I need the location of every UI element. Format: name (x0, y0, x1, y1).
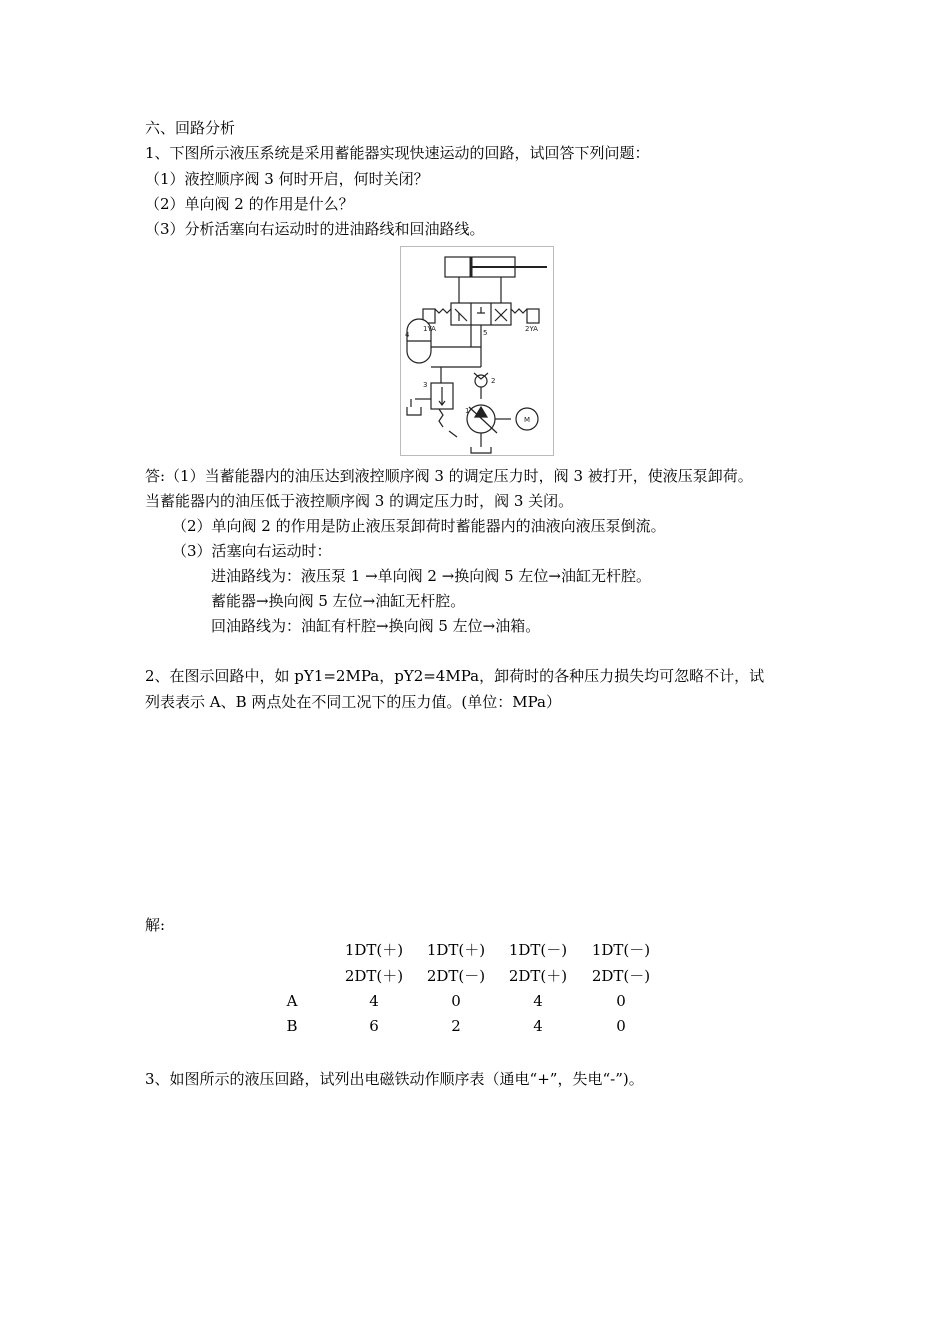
label-2: 2 (491, 377, 496, 385)
motor-label: M (524, 416, 531, 424)
question-3-stem: 3、如图所示的液压回路，试列出电磁铁动作顺序表（通电“+”，失电“-”)。 (145, 1070, 644, 1088)
hydraulic-circuit-diagram (401, 247, 553, 455)
check-valve-2 (475, 375, 487, 387)
answer-3: （3）活塞向右运动时： (172, 542, 332, 560)
hydraulic-circuit-figure (400, 246, 554, 456)
answer-3-inlet-route: 进油路线为：液压泵 1 →单向阀 2 →换向阀 5 左位→油缸无杆腔。 (211, 567, 651, 585)
table-header-1-col-3: 1DT(－) (508, 941, 568, 959)
table-row-label-a: A (286, 992, 298, 1010)
question-2-stem-line-2: 列表表示 A、B 两点处在不同工况下的压力值。(单位：MPa） (145, 693, 561, 711)
answer-2: （2）单向阀 2 的作用是防止液压泵卸荷时蓄能器内的油液向液压泵倒流。 (172, 517, 666, 535)
answer-1-line-1: 答:（1）当蓄能器内的油压达到液控顺序阀 3 的调定压力时，阀 3 被打开，使液压泵卸荷。 (145, 467, 753, 485)
table-cell-b-1: 6 (369, 1017, 379, 1035)
table-cell-b-4: 0 (616, 1017, 626, 1035)
label-4: 4 (405, 331, 410, 339)
label-5: 5 (483, 329, 488, 337)
solenoid-label-right: 2YA (525, 325, 538, 333)
table-header-2-col-1: 2DT(＋) (344, 967, 404, 985)
table-header-2-col-4: 2DT(－) (591, 967, 651, 985)
table-cell-b-2: 2 (451, 1017, 461, 1035)
solution-label: 解: (145, 916, 166, 934)
table-cell-a-2: 0 (451, 992, 461, 1010)
solenoid-2ya (527, 309, 539, 323)
table-cell-a-4: 0 (616, 992, 626, 1010)
label-1: 1 (465, 407, 470, 415)
answer-3-return-route: 回油路线为：油缸有杆腔→换向阀 5 左位→油箱。 (211, 617, 541, 635)
solenoid-label-left: 1YA (423, 325, 436, 333)
table-cell-a-1: 4 (369, 992, 379, 1010)
table-header-2-col-2: 2DT(－) (426, 967, 486, 985)
table-cell-a-3: 4 (533, 992, 543, 1010)
label-3: 3 (423, 381, 428, 389)
table-cell-b-3: 4 (533, 1017, 543, 1035)
table-header-1-col-2: 1DT(＋) (426, 941, 486, 959)
section-title: 六、回路分析 (145, 119, 236, 137)
question-2-stem-line-1: 2、在图示回路中，如 pY1=2MPa，pY2=4MPa，卸荷时的各种压力损失均可忽略不计，试 (145, 667, 765, 685)
answer-3-accumulator-route: 蓄能器→换向阀 5 左位→油缸无杆腔。 (211, 592, 466, 610)
question-1-sub-3: （3）分析活塞向右运动时的进油路线和回油路线。 (145, 220, 485, 238)
table-header-2-col-3: 2DT(＋) (508, 967, 568, 985)
table-row-label-b: B (286, 1017, 298, 1035)
question-1-sub-1: （1）液控顺序阀 3 何时开启，何时关闭？ (145, 170, 429, 188)
table-header-1-col-4: 1DT(－) (591, 941, 651, 959)
question-1-sub-2: （2）单向阀 2 的作用是什么？ (145, 195, 354, 213)
question-1-stem: 1、下图所示液压系统是采用蓄能器实现快速运动的回路，试回答下列问题： (145, 144, 650, 162)
answer-1-line-2: 当蓄能器内的油压低于液控顺序阀 3 的调定压力时，阀 3 关闭。 (145, 492, 574, 510)
table-header-1-col-1: 1DT(＋) (344, 941, 404, 959)
